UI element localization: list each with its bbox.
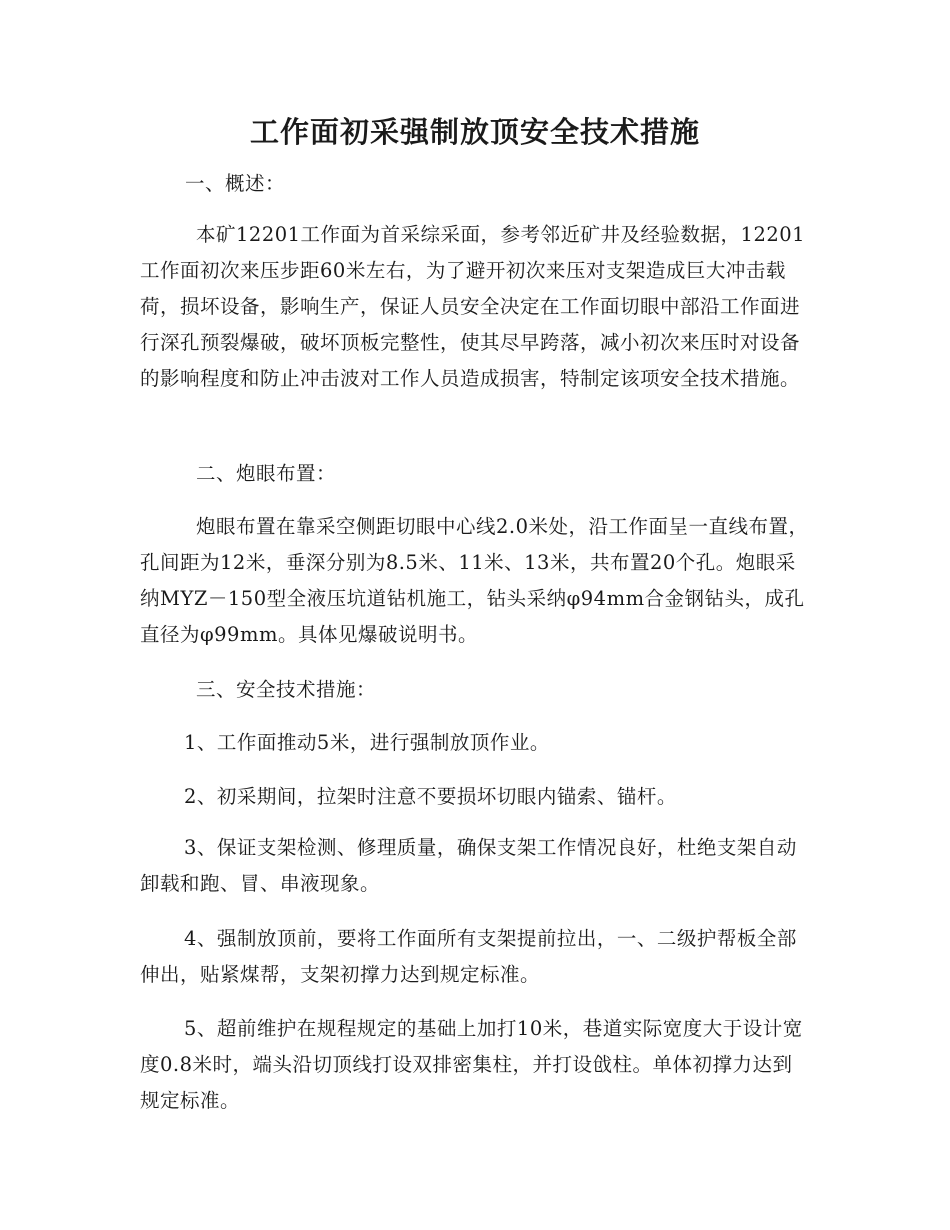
section-heading-blasthole-layout: 二、炮眼布置：	[196, 462, 337, 485]
section-heading-safety-measures: 三、安全技术措施：	[196, 678, 377, 701]
safety-measure-item: 2、初采期间，拉架时注意不要损坏切眼内锚索、锚杆。	[184, 785, 677, 808]
safety-measure-item: 1、工作面推动5米，进行强制放顶作业。	[184, 731, 550, 754]
overview-paragraph: 本矿12201工作面为首采综采面，参考邻近矿井及经验数据，12201工作面初次来压步距60米左右，为了避开初次来压对支架造成巨大冲击载荷，损坏设备，影响生产，保证人员安全决定在工作面切眼中部沿工作面进行深孔预裂爆破，破坏顶板完整性，使其尽早跨落，减小初次来压时对设备的影响程度和防止冲击波对工作人员造成损害，特制定该项安全技术措施。	[140, 223, 806, 390]
safety-measure-item: 4、强制放顶前，要将工作面所有支架提前拉出，一、二级护帮板全部伸出，贴紧煤帮，支架初撑力达到规定标准。	[140, 927, 797, 986]
blasthole-layout-paragraph: 炮眼布置在靠采空侧距切眼中心线2.0米处，沿工作面呈一直线布置，孔间距为12米，垂深分别为8.5米、11米、13米，共布置20个孔。炮眼采纳MYZ－150型全液压坑道钻机施工，钻头采纳φ94mm合金钢钻头，成孔直径为φ99mm。具体见爆破说明书。	[140, 515, 809, 646]
safety-measure-item: 3、保证支架检测、修理质量，确保支架工作情况良好，杜绝支架自动卸载和跑、冒、串液现象。	[140, 836, 797, 895]
section-heading-overview: 一、概述：	[185, 172, 286, 195]
document-title: 工作面初采强制放顶安全技术措施	[249, 115, 700, 149]
safety-measure-item: 5、超前维护在规程规定的基础上加打10米，巷道实际宽度大于设计宽度0.8米时，端头沿切顶线打设双排密集柱，并打设戗柱。单体初撑力达到规定标准。	[140, 1017, 803, 1112]
